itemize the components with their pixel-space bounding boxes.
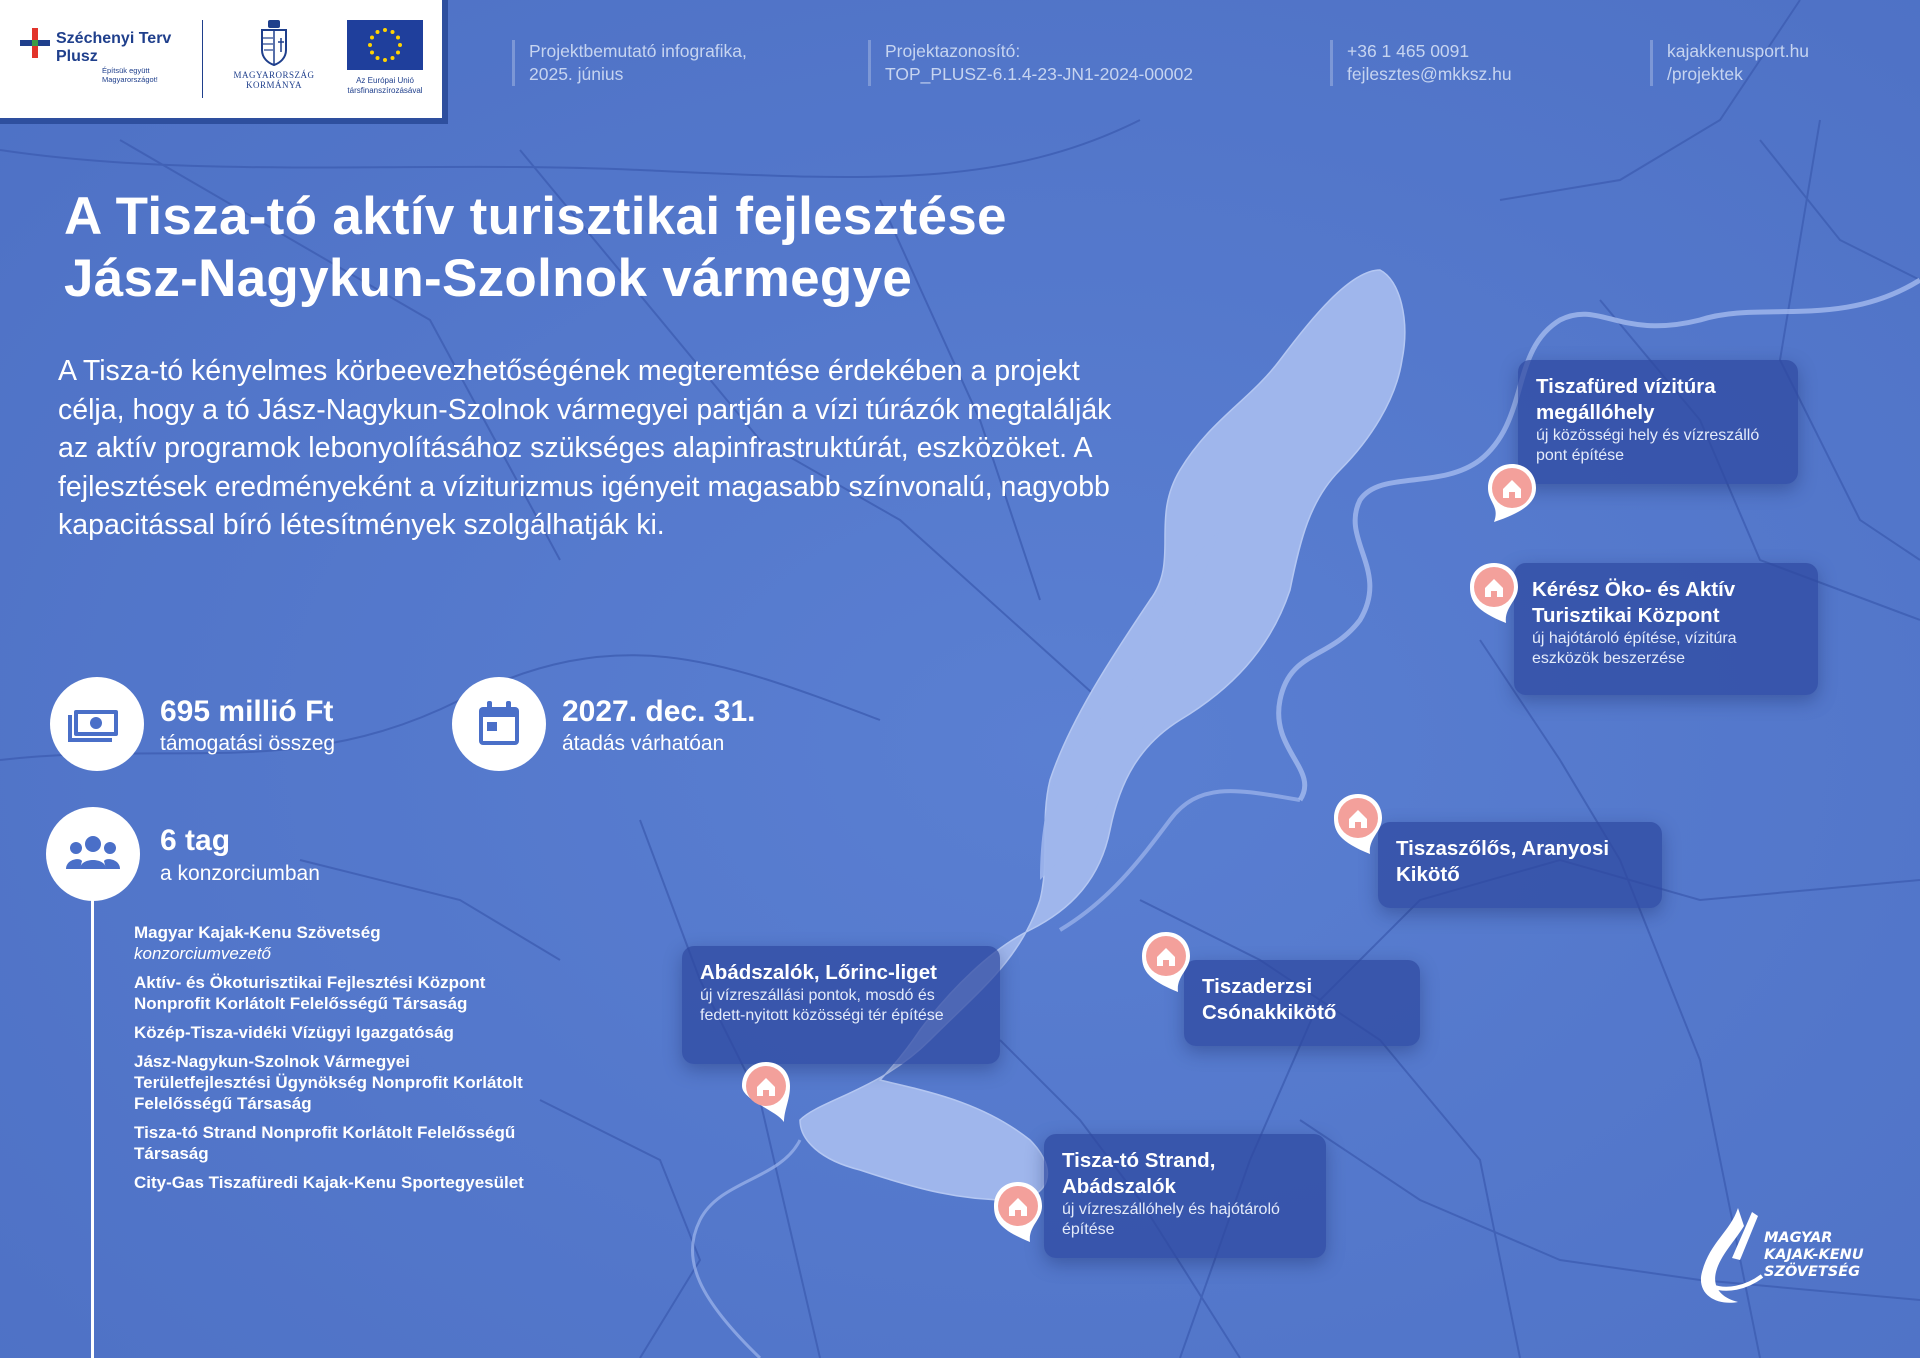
phone-number[interactable]: +36 1 465 0091 [1347, 41, 1470, 61]
logo-divider [202, 20, 203, 98]
people-icon [46, 807, 140, 901]
member-name: Jász-Nagykun-Szolnok Vármegyei Területfejlesztési Ügynökség Nonprofit Korlátolt Felelősségű Társaság [134, 1052, 523, 1113]
location-card-abadszalok-lorinc-liget[interactable] [682, 946, 1000, 1064]
website-link[interactable]: kajakkenusport.hu [1667, 41, 1810, 61]
header-info-infographic [512, 40, 747, 86]
kayak-paddler-icon [1692, 1202, 1772, 1312]
eu-logo [336, 20, 434, 110]
szechenyi-tagline: Építsük együtt Magyarországot! [102, 66, 158, 84]
location-title: Tiszaszőlős, Aranyosi Kikötő [1396, 837, 1610, 886]
location-description: új vízreszállási pontok, mosdó és fedett-nyitott közösségi tér építése [700, 987, 944, 1024]
szechenyi-plusz-logo [20, 26, 190, 90]
location-title: Tiszafüred vízitúra megállóhely [1536, 375, 1716, 424]
map-pin-icon[interactable] [992, 1180, 1044, 1244]
funding-amount: 695 millió Ft [160, 695, 334, 728]
list-item [134, 922, 534, 964]
eu-cofinancing-text: Az Európai Unió társfinanszírozásával [347, 76, 423, 95]
email-link[interactable]: fejlesztes@mkksz.hu [1347, 64, 1512, 84]
funding-label: támogatási összeg [160, 732, 336, 755]
mkksz-name: MAGYAR KAJAK-KENU SZÖVETSÉG [1764, 1230, 1864, 1280]
list-item [134, 1051, 534, 1114]
mkksz-logo [1692, 1202, 1872, 1314]
location-title: Tiszaderzsi Csónakkikötő [1202, 975, 1337, 1024]
consortium-member-list [134, 922, 534, 1201]
map-pin-icon[interactable] [1332, 792, 1384, 856]
government-logo [232, 20, 316, 100]
member-name: City-Gas Tiszafüredi Kajak-Kenu Sportegyesület [134, 1173, 524, 1192]
eu-flag-icon [347, 20, 423, 70]
list-item [134, 1172, 534, 1193]
member-name: Aktív- és Ökoturisztikai Fejlesztési Központ Nonprofit Korlátolt Felelősségű Társaság [134, 973, 486, 1013]
header-info-website [1650, 40, 1809, 86]
partner-logos [0, 0, 448, 124]
page-title [64, 186, 1007, 310]
header-info-line: TOP_PLUSZ-6.1.4-23-JN1-2024-00002 [885, 64, 1194, 84]
location-description: új vízreszállóhely és hajótároló építése [1062, 1201, 1280, 1238]
map-pin-icon[interactable] [1486, 462, 1538, 526]
header-info-project-id [868, 40, 1193, 86]
location-card-tisza-to-strand[interactable] [1044, 1134, 1326, 1258]
location-description: új közösségi hely és vízreszálló pont építése [1536, 427, 1760, 464]
location-card-tiszafured[interactable] [1518, 360, 1798, 484]
szechenyi-cross-icon [20, 28, 50, 58]
header-info-line: Projektbemutató infografika, [529, 41, 747, 61]
member-name: Tisza-tó Strand Nonprofit Korlátolt Felelősségű Társaság [134, 1123, 516, 1163]
location-title: Abádszalók, Lőrinc-liget [700, 961, 937, 984]
szechenyi-name: Széchenyi Terv Plusz [56, 30, 172, 65]
website-link-path[interactable]: /projektek [1667, 64, 1743, 84]
handover-date: 2027. dec. 31. [562, 695, 756, 728]
calendar-stat-circle [452, 677, 546, 771]
government-name: MAGYARORSZÁG KORMÁNYA [233, 70, 315, 90]
member-name: Közép-Tisza-vidéki Vízügyi Igazgatóság [134, 1023, 454, 1042]
location-title: Tisza-tó Strand, Abádszalók [1062, 1149, 1216, 1198]
members-count: 6 tag [160, 824, 231, 857]
list-item [134, 1022, 534, 1043]
header-info-line: 2025. június [529, 64, 624, 84]
list-item [134, 972, 534, 1014]
member-name: Magyar Kajak-Kenu Szövetség [134, 923, 381, 942]
header-info-contact [1330, 40, 1512, 86]
map-pin-icon[interactable] [740, 1060, 792, 1124]
handover-label: átadás várhatóan [562, 732, 725, 755]
location-description: új hajótároló építése, vízitúra eszközök beszerzése [1532, 630, 1737, 667]
intro-paragraph: A Tisza-tó kényelmes körbeevezhetőségének megteremtése érdekében a projekt célja, hogy a tó Jász-Nagykun-Szolnok vármegyei partján a vízi túrázók megtalálják az aktív programok lebonyolításához szükséges alapinfrastruktúrát, eszközöket. A fejlesztések eredményeként a víziturizmus igényeit magasabb színvonalú, nagyobb kapacitással bíró létesítmények szolgálhatják ki. [58, 355, 1112, 541]
list-item [134, 1122, 534, 1164]
map-pin-icon[interactable] [1140, 930, 1192, 994]
people-stat-circle [46, 807, 140, 901]
location-title: Kérész Öko- és Aktív Turisztikai Központ [1532, 578, 1736, 627]
hungarian-crest-icon [259, 20, 289, 66]
members-timeline-line [91, 900, 94, 1358]
members-label: a konzorciumban [160, 862, 320, 885]
money-stat-circle [50, 677, 144, 771]
money-icon [50, 677, 144, 771]
title-line-2: Jász-Nagykun-Szolnok vármegye [64, 249, 913, 308]
calendar-icon [452, 677, 546, 771]
header-info-line: Projektazonosító: [885, 41, 1021, 61]
member-role: konzorciumvezető [134, 944, 272, 963]
location-card-tiszaderzs[interactable] [1184, 960, 1420, 1046]
location-card-tiszaszolos[interactable] [1378, 822, 1662, 908]
location-card-keresz[interactable] [1514, 563, 1818, 695]
title-line-1: A Tisza-tó aktív turisztikai fejlesztése [64, 187, 1007, 246]
map-pin-icon[interactable] [1468, 561, 1520, 625]
